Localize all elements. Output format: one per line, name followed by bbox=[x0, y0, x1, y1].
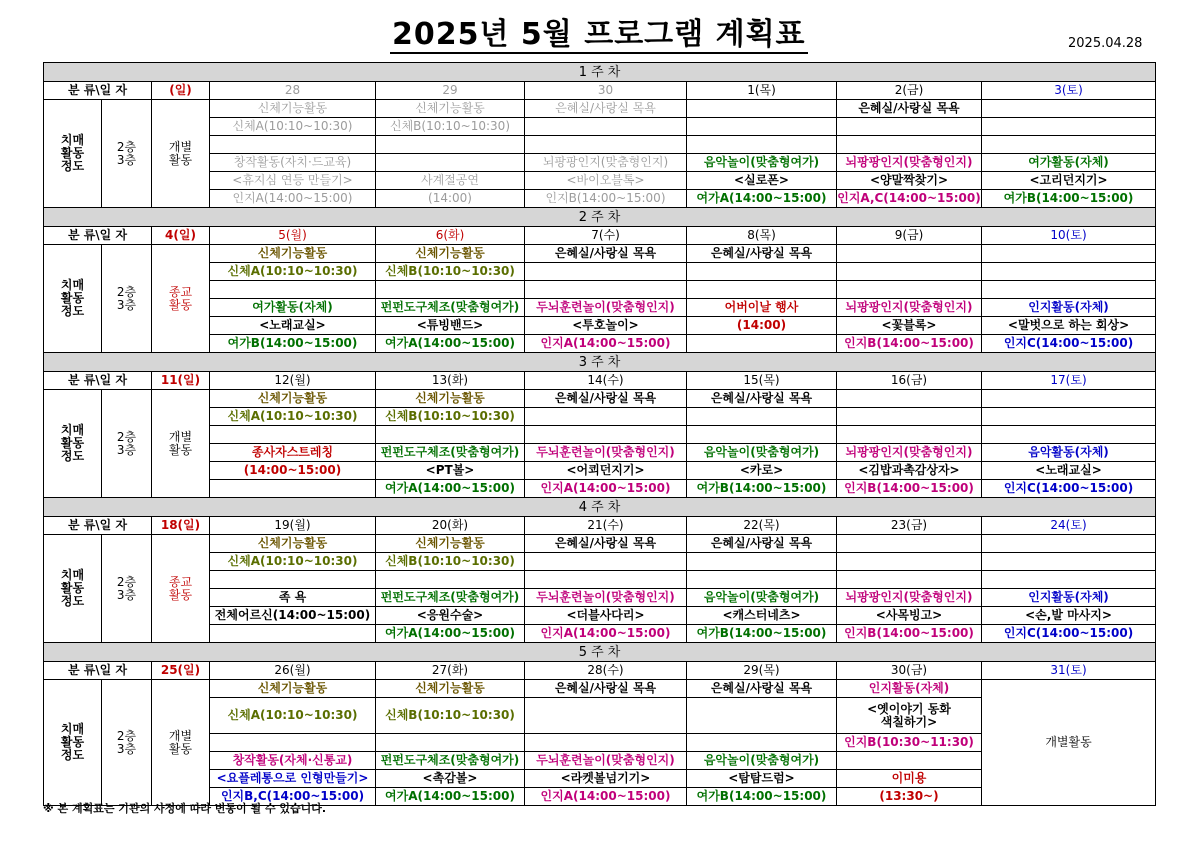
day-label: 31(토) bbox=[982, 662, 1156, 680]
activity-cell bbox=[687, 136, 837, 154]
activity-cell: 은혜실/사랑실 목욕 bbox=[525, 390, 687, 408]
schedule-row bbox=[44, 281, 1156, 299]
activity-cell bbox=[982, 390, 1156, 408]
day-label: 13(화) bbox=[376, 372, 525, 390]
activity-cell: 신체B(10:10~10:30) bbox=[376, 698, 525, 734]
activity-cell bbox=[210, 136, 376, 154]
activity-cell: 신체A(10:10~10:30) bbox=[210, 553, 376, 571]
activity-cell: 여가B(14:00~15:00) bbox=[687, 625, 837, 643]
activity-cell: 신체B(10:10~10:30) bbox=[376, 118, 525, 136]
day-header-row bbox=[44, 372, 1156, 390]
category-label: 치매 활동 정도 bbox=[44, 535, 102, 643]
activity-cell: <김밥과촉감상자> bbox=[837, 462, 982, 480]
activity-cell: 신체기능활동 bbox=[210, 535, 376, 553]
activity-cell bbox=[982, 245, 1156, 263]
activity-cell: <꽃블록> bbox=[837, 317, 982, 335]
activity-cell: 인지A(14:00~15:00) bbox=[525, 788, 687, 806]
activity-cell: 인지C(14:00~15:00) bbox=[982, 335, 1156, 353]
activity-cell: 여가A(14:00~15:00) bbox=[376, 335, 525, 353]
activity-cell: 여가B(14:00~15:00) bbox=[210, 335, 376, 353]
schedule-row bbox=[44, 245, 1156, 263]
activity-cell: 신체기능활동 bbox=[210, 100, 376, 118]
schedule-row bbox=[44, 553, 1156, 571]
floor-label: 2층 3층 bbox=[102, 535, 152, 643]
day-label: 30(금) bbox=[837, 662, 982, 680]
activity-cell: 인지활동(자체) bbox=[837, 680, 982, 698]
activity-cell bbox=[837, 136, 982, 154]
activity-cell: 음악놀이(맞춤형여가) bbox=[687, 589, 837, 607]
activity-cell bbox=[687, 553, 837, 571]
activity-cell bbox=[525, 408, 687, 426]
activity-cell bbox=[982, 136, 1156, 154]
activity-cell: 인지A(14:00~15:00) bbox=[525, 480, 687, 498]
activity-cell bbox=[687, 408, 837, 426]
activity-cell bbox=[525, 136, 687, 154]
activity-cell bbox=[525, 734, 687, 752]
activity-cell bbox=[837, 263, 982, 281]
activity-cell: 은혜실/사랑실 목욕 bbox=[687, 535, 837, 553]
activity-cell: <탐탐드럼> bbox=[687, 770, 837, 788]
week-header-row bbox=[44, 643, 1156, 662]
activity-cell: 신체A(10:10~10:30) bbox=[210, 408, 376, 426]
activity-cell: 어버이날 행사 bbox=[687, 299, 837, 317]
day-label: 21(수) bbox=[525, 517, 687, 535]
activity-cell: <카로> bbox=[687, 462, 837, 480]
activity-type: 개별 활동 bbox=[152, 390, 210, 498]
activity-cell: 신체B(10:10~10:30) bbox=[376, 408, 525, 426]
day-label: 5(월) bbox=[210, 227, 376, 245]
activity-cell: (14:00) bbox=[687, 317, 837, 335]
activity-cell: 신체기능활동 bbox=[376, 390, 525, 408]
activity-cell bbox=[687, 263, 837, 281]
activity-cell: 뇌팡팡인지(맞춤형인지) bbox=[837, 444, 982, 462]
category-header: 분 류\일 자 bbox=[44, 662, 152, 680]
category-label: 치매 활동 정도 bbox=[44, 245, 102, 353]
activity-cell bbox=[687, 281, 837, 299]
activity-cell: 신체B(10:10~10:30) bbox=[376, 553, 525, 571]
activity-cell: 은혜실/사랑실 목욕 bbox=[525, 100, 687, 118]
activity-cell: 인지C(14:00~15:00) bbox=[982, 625, 1156, 643]
activity-cell bbox=[376, 426, 525, 444]
activity-cell: 은혜실/사랑실 목욕 bbox=[837, 100, 982, 118]
saturday-note: 개별활동 bbox=[982, 680, 1156, 806]
floor-label: 2층 3층 bbox=[102, 100, 152, 208]
activity-cell bbox=[210, 426, 376, 444]
schedule-row bbox=[44, 100, 1156, 118]
activity-cell bbox=[687, 571, 837, 589]
activity-cell bbox=[837, 571, 982, 589]
day-label: 7(수) bbox=[525, 227, 687, 245]
schedule-row bbox=[44, 480, 1156, 498]
day-label: 29 bbox=[376, 82, 525, 100]
activity-cell: 인지활동(자체) bbox=[982, 589, 1156, 607]
schedule-row bbox=[44, 462, 1156, 480]
schedule-row bbox=[44, 299, 1156, 317]
day-label: 10(토) bbox=[982, 227, 1156, 245]
activity-cell bbox=[837, 390, 982, 408]
activity-cell: 신체A(10:10~10:30) bbox=[210, 118, 376, 136]
day-label: 2(금) bbox=[837, 82, 982, 100]
activity-cell: 신체B(10:10~10:30) bbox=[376, 263, 525, 281]
activity-cell: (14:00~15:00) bbox=[210, 462, 376, 480]
activity-cell bbox=[982, 535, 1156, 553]
day-label: 9(금) bbox=[837, 227, 982, 245]
sunday-label: 25(일) bbox=[152, 662, 210, 680]
activity-cell: 인지A,C(14:00~15:00) bbox=[837, 190, 982, 208]
activity-cell bbox=[210, 734, 376, 752]
sunday-label: 4(일) bbox=[152, 227, 210, 245]
document-date: 2025.04.28 bbox=[1068, 36, 1143, 51]
activity-cell: <노래교실> bbox=[210, 317, 376, 335]
sunday-label: 11(일) bbox=[152, 372, 210, 390]
activity-cell: 여가B(14:00~15:00) bbox=[687, 788, 837, 806]
activity-cell: 여가A(14:00~15:00) bbox=[376, 480, 525, 498]
day-header-row bbox=[44, 517, 1156, 535]
activity-cell: <요플레통으로 인형만들기> bbox=[210, 770, 376, 788]
activity-cell bbox=[210, 571, 376, 589]
activity-cell bbox=[837, 245, 982, 263]
activity-cell bbox=[837, 281, 982, 299]
schedule-row bbox=[44, 625, 1156, 643]
day-label: 28(수) bbox=[525, 662, 687, 680]
activity-cell: 여가A(14:00~15:00) bbox=[687, 190, 837, 208]
activity-cell bbox=[525, 281, 687, 299]
activity-cell: 여가B(14:00~15:00) bbox=[687, 480, 837, 498]
activity-cell: <촉감볼> bbox=[376, 770, 525, 788]
schedule-row bbox=[44, 390, 1156, 408]
activity-cell bbox=[525, 571, 687, 589]
week-label: 2 주 차 bbox=[44, 208, 1156, 227]
day-label: 15(목) bbox=[687, 372, 837, 390]
week-label: 1 주 차 bbox=[44, 63, 1156, 82]
activity-cell: <응원수술> bbox=[376, 607, 525, 625]
day-header-row bbox=[44, 662, 1156, 680]
schedule-row bbox=[44, 154, 1156, 172]
activity-cell bbox=[687, 335, 837, 353]
activity-cell: 인지A(14:00~15:00) bbox=[525, 335, 687, 353]
activity-cell: 인지A(14:00~15:00) bbox=[525, 625, 687, 643]
activity-cell: 신체기능활동 bbox=[376, 535, 525, 553]
floor-label: 2층 3층 bbox=[102, 245, 152, 353]
activity-cell: <바이오블톡> bbox=[525, 172, 687, 190]
activity-cell: <손,발 마사지> bbox=[982, 607, 1156, 625]
activity-cell: 인지B(14:00~15:00) bbox=[525, 190, 687, 208]
day-label: 3(토) bbox=[982, 82, 1156, 100]
activity-cell: 신체A(10:10~10:30) bbox=[210, 698, 376, 734]
activity-cell bbox=[687, 734, 837, 752]
activity-cell: <양말짝찾기> bbox=[837, 172, 982, 190]
activity-cell: 인지B(10:30~11:30) bbox=[837, 734, 982, 752]
activity-cell: 여가A(14:00~15:00) bbox=[376, 788, 525, 806]
activity-cell: <휴지심 연등 만들기> bbox=[210, 172, 376, 190]
activity-cell: 은혜실/사랑실 목욕 bbox=[687, 245, 837, 263]
activity-cell bbox=[837, 118, 982, 136]
activity-cell: 펀펀도구체조(맞춤형여가) bbox=[376, 444, 525, 462]
activity-cell bbox=[376, 136, 525, 154]
day-label: 24(토) bbox=[982, 517, 1156, 535]
activity-cell: <라켓볼넘기기> bbox=[525, 770, 687, 788]
day-label: 12(월) bbox=[210, 372, 376, 390]
activity-cell bbox=[210, 281, 376, 299]
schedule-row bbox=[44, 444, 1156, 462]
activity-cell bbox=[525, 118, 687, 136]
activity-cell: (14:00) bbox=[376, 190, 525, 208]
activity-cell bbox=[982, 100, 1156, 118]
activity-cell: 뇌팡팡인지(맞춤형인지) bbox=[837, 154, 982, 172]
activity-cell: 신체A(10:10~10:30) bbox=[210, 263, 376, 281]
activity-cell: 은혜실/사랑실 목욕 bbox=[525, 245, 687, 263]
activity-cell bbox=[376, 734, 525, 752]
activity-cell: 은혜실/사랑실 목욕 bbox=[525, 535, 687, 553]
schedule-row bbox=[44, 263, 1156, 281]
activity-cell bbox=[982, 281, 1156, 299]
activity-cell: 인지B,C(14:00~15:00) bbox=[210, 788, 376, 806]
activity-cell: 음악놀이(맞춤형여가) bbox=[687, 444, 837, 462]
activity-cell bbox=[525, 426, 687, 444]
activity-cell: 인지B(14:00~15:00) bbox=[837, 480, 982, 498]
activity-cell: 여가활동(자체) bbox=[982, 154, 1156, 172]
floor-label: 2층 3층 bbox=[102, 390, 152, 498]
activity-cell: 펀펀도구체조(맞춤형여가) bbox=[376, 752, 525, 770]
week-label: 4 주 차 bbox=[44, 498, 1156, 517]
category-header: 분 류\일 자 bbox=[44, 227, 152, 245]
day-label: 27(화) bbox=[376, 662, 525, 680]
activity-cell: 창작활동(자체·신통교) bbox=[210, 752, 376, 770]
activity-cell bbox=[525, 263, 687, 281]
activity-cell bbox=[982, 263, 1156, 281]
activity-cell: 인지B(14:00~15:00) bbox=[837, 625, 982, 643]
program-schedule-table bbox=[43, 62, 1156, 806]
day-label: 17(토) bbox=[982, 372, 1156, 390]
activity-cell: 두뇌훈련놀이(맞춤형인지) bbox=[525, 299, 687, 317]
activity-cell bbox=[525, 698, 687, 734]
activity-type: 개별 활동 bbox=[152, 100, 210, 208]
activity-cell: 은혜실/사랑실 목욕 bbox=[525, 680, 687, 698]
week-header-row bbox=[44, 498, 1156, 517]
week-label: 5 주 차 bbox=[44, 643, 1156, 662]
activity-cell: <더블사다리> bbox=[525, 607, 687, 625]
activity-cell: 신체기능활동 bbox=[376, 245, 525, 263]
activity-cell bbox=[376, 281, 525, 299]
activity-type: 개별 활동 bbox=[152, 680, 210, 806]
activity-cell: <투호놀이> bbox=[525, 317, 687, 335]
day-label: 28 bbox=[210, 82, 376, 100]
activity-cell bbox=[837, 752, 982, 770]
activity-cell bbox=[837, 535, 982, 553]
day-label: 26(월) bbox=[210, 662, 376, 680]
week-header-row bbox=[44, 353, 1156, 372]
activity-cell: 인지C(14:00~15:00) bbox=[982, 480, 1156, 498]
category-header: 분 류\일 자 bbox=[44, 372, 152, 390]
activity-cell: 종사자스트레칭 bbox=[210, 444, 376, 462]
activity-cell: 두뇌훈련놀이(맞춤형인지) bbox=[525, 444, 687, 462]
activity-cell bbox=[687, 426, 837, 444]
activity-cell: <어쾨던지기> bbox=[525, 462, 687, 480]
activity-cell: 이미용 bbox=[837, 770, 982, 788]
activity-cell: 신체기능활동 bbox=[210, 680, 376, 698]
activity-cell: 두뇌훈련놀이(맞춤형인지) bbox=[525, 752, 687, 770]
page-title: 2025년 5월 프로그램 계획표 bbox=[392, 17, 806, 52]
activity-cell: 신체기능활동 bbox=[376, 100, 525, 118]
day-label: 19(월) bbox=[210, 517, 376, 535]
floor-label: 2층 3층 bbox=[102, 680, 152, 806]
activity-cell: 여가활동(자체) bbox=[210, 299, 376, 317]
day-label: 1(목) bbox=[687, 82, 837, 100]
activity-type: 종교 활동 bbox=[152, 245, 210, 353]
activity-cell bbox=[687, 100, 837, 118]
day-header-row bbox=[44, 227, 1156, 245]
activity-cell bbox=[982, 426, 1156, 444]
activity-cell: 족 욕 bbox=[210, 589, 376, 607]
schedule-row bbox=[44, 136, 1156, 154]
activity-cell bbox=[376, 154, 525, 172]
day-label: 22(목) bbox=[687, 517, 837, 535]
activity-cell bbox=[376, 571, 525, 589]
activity-cell: 여가A(14:00~15:00) bbox=[376, 625, 525, 643]
week-header-row bbox=[44, 63, 1156, 82]
activity-cell bbox=[210, 625, 376, 643]
activity-cell bbox=[837, 408, 982, 426]
activity-cell: 사계절공연 bbox=[376, 172, 525, 190]
activity-cell: <말벗으로 하는 회상> bbox=[982, 317, 1156, 335]
activity-cell: <PT볼> bbox=[376, 462, 525, 480]
day-header-row bbox=[44, 82, 1156, 100]
activity-cell: 인지A(14:00~15:00) bbox=[210, 190, 376, 208]
activity-cell: 인지활동(자체) bbox=[982, 299, 1156, 317]
activity-cell bbox=[982, 571, 1156, 589]
schedule-row bbox=[44, 335, 1156, 353]
schedule-row bbox=[44, 680, 1156, 698]
activity-cell bbox=[525, 553, 687, 571]
activity-cell: <옛이야기 동화 색칠하기> bbox=[837, 698, 982, 734]
activity-cell: <캐스터네츠> bbox=[687, 607, 837, 625]
day-label: 29(목) bbox=[687, 662, 837, 680]
schedule-row bbox=[44, 118, 1156, 136]
activity-cell: 전체어르신(14:00~15:00) bbox=[210, 607, 376, 625]
footnote: ※ 본 계획표는 기관의 사정에 따라 변동이 될 수 있습니다. bbox=[43, 802, 327, 815]
activity-cell: 음악놀이(맞춤형여가) bbox=[687, 752, 837, 770]
activity-cell: (13:30~) bbox=[837, 788, 982, 806]
week-header-row bbox=[44, 208, 1156, 227]
sunday-label: 18(일) bbox=[152, 517, 210, 535]
activity-cell: 신체기능활동 bbox=[376, 680, 525, 698]
activity-cell: 신체기능활동 bbox=[210, 245, 376, 263]
schedule-row bbox=[44, 571, 1156, 589]
schedule-row bbox=[44, 317, 1156, 335]
activity-cell: 창작활동(자치·드교육) bbox=[210, 154, 376, 172]
activity-cell: 신체기능활동 bbox=[210, 390, 376, 408]
day-label: 8(목) bbox=[687, 227, 837, 245]
activity-cell: <실로폰> bbox=[687, 172, 837, 190]
day-label: 6(화) bbox=[376, 227, 525, 245]
activity-cell: 음악활동(자체) bbox=[982, 444, 1156, 462]
schedule-row bbox=[44, 408, 1156, 426]
day-label: 20(화) bbox=[376, 517, 525, 535]
day-label: 14(수) bbox=[525, 372, 687, 390]
category-label: 치매 활동 정도 bbox=[44, 100, 102, 208]
activity-cell: 뇌팡팡인지(맞춤형인지) bbox=[525, 154, 687, 172]
activity-cell: <노래교실> bbox=[982, 462, 1156, 480]
category-header: 분 류\일 자 bbox=[44, 82, 152, 100]
activity-cell: 뇌팡팡인지(맞춤형인지) bbox=[837, 589, 982, 607]
schedule-row bbox=[44, 589, 1156, 607]
day-label: 16(금) bbox=[837, 372, 982, 390]
activity-cell: 여가B(14:00~15:00) bbox=[982, 190, 1156, 208]
activity-cell: 뇌팡팡인지(맞춤형인지) bbox=[837, 299, 982, 317]
sunday-label: (일) bbox=[152, 82, 210, 100]
schedule-row bbox=[44, 172, 1156, 190]
activity-cell: 인지B(14:00~15:00) bbox=[837, 335, 982, 353]
activity-cell bbox=[210, 480, 376, 498]
category-label: 치매 활동 정도 bbox=[44, 680, 102, 806]
activity-cell bbox=[837, 553, 982, 571]
activity-cell: 펀펀도구체조(맞춤형여가) bbox=[376, 299, 525, 317]
activity-cell: 은혜실/사랑실 목욕 bbox=[687, 680, 837, 698]
activity-cell: 음악놀이(맞춤형여가) bbox=[687, 154, 837, 172]
activity-cell: 은혜실/사랑실 목욕 bbox=[687, 390, 837, 408]
activity-cell: 펀펀도구체조(맞춤형여가) bbox=[376, 589, 525, 607]
category-header: 분 류\일 자 bbox=[44, 517, 152, 535]
schedule-row bbox=[44, 607, 1156, 625]
activity-cell bbox=[982, 408, 1156, 426]
category-label: 치매 활동 정도 bbox=[44, 390, 102, 498]
schedule-row bbox=[44, 426, 1156, 444]
schedule-row bbox=[44, 535, 1156, 553]
schedule-row bbox=[44, 190, 1156, 208]
activity-cell bbox=[982, 118, 1156, 136]
activity-cell bbox=[687, 698, 837, 734]
activity-cell: <고리던지기> bbox=[982, 172, 1156, 190]
day-label: 23(금) bbox=[837, 517, 982, 535]
day-label: 30 bbox=[525, 82, 687, 100]
activity-cell: <사목빙고> bbox=[837, 607, 982, 625]
activity-cell: 두뇌훈련놀이(맞춤형인지) bbox=[525, 589, 687, 607]
activity-cell bbox=[687, 118, 837, 136]
activity-cell bbox=[982, 553, 1156, 571]
week-label: 3 주 차 bbox=[44, 353, 1156, 372]
activity-cell bbox=[837, 426, 982, 444]
activity-cell: <튜빙밴드> bbox=[376, 317, 525, 335]
activity-type: 종교 활동 bbox=[152, 535, 210, 643]
